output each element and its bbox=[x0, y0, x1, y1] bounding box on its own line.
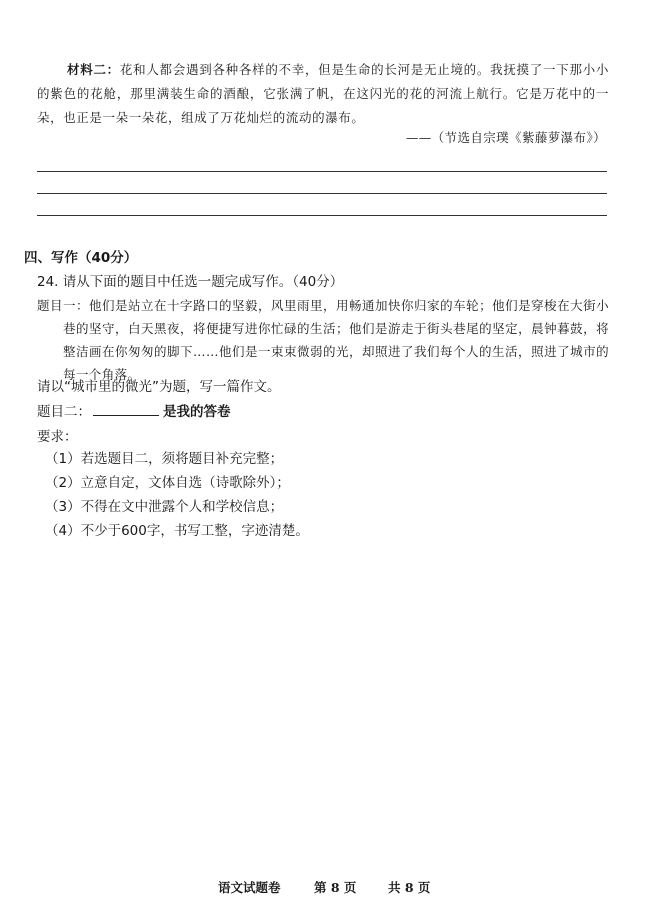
answer-line bbox=[37, 193, 607, 194]
topic-two-label: 题目二： bbox=[37, 404, 91, 420]
material-two-label: 材料二： bbox=[67, 62, 120, 77]
section-four-title: 四、写作（40分） bbox=[24, 250, 138, 266]
material-two-paragraph bbox=[37, 58, 609, 130]
material-two-text: 花和人都会遇到各种各样的不幸，但是生命的长河是无止境的。我抚摸了一下那小小的紫色的花舱，那里满装生命的酒酿，它张满了帆，在这闪光的花的河流上航行。它是万花中的一朵，也正是一朵一朵花，组成了万花灿烂的流动的瀑布。 bbox=[37, 62, 609, 125]
requirement-item: （1）若选题目二，须将题目补充完整； bbox=[45, 451, 284, 467]
requirement-item: （4）不少于600字，书写工整，字迹清楚。 bbox=[45, 523, 309, 539]
requirements-label: 要求： bbox=[37, 429, 78, 445]
answer-line bbox=[37, 215, 607, 216]
footer-page-number: 第 8 页 bbox=[314, 880, 357, 895]
material-two-source: ——（节选自宗璞《紫藤萝瀑布》） bbox=[405, 130, 606, 145]
requirement-item: （3）不得在文中泄露个人和学校信息； bbox=[45, 499, 284, 515]
topic-one-prompt: 请以“城市里的微光”为题，写一篇作文。 bbox=[37, 379, 281, 395]
requirement-item: （2）立意自定，文体自选（诗歌除外）； bbox=[45, 475, 290, 491]
topic-one-text: 题目一：他们是站立在十字路口的坚毅，风里雨里，用畅通加快你归家的车轮；他们是穿梭在大街小巷的坚守，白天黑夜，将便捷写进你忙碌的生活；他们是游走于街头巷尾的坚定，晨钟暮鼓，将整洁画在你匆匆的脚下……他们是一束束微弱的光，却照进了我们每个人的生活，照进了城市的每一个角落。 bbox=[37, 298, 609, 382]
footer-subject: 语文试题卷 bbox=[218, 880, 281, 895]
topic-two-suffix: 是我的答卷 bbox=[163, 404, 231, 420]
topic-two-blank bbox=[93, 403, 159, 416]
answer-line bbox=[37, 171, 607, 172]
footer-total-pages: 共 8 页 bbox=[388, 880, 431, 895]
topic-two-line bbox=[37, 400, 231, 420]
question-24: 24. 请从下面的题目中任选一题完成写作。（40分） bbox=[37, 274, 344, 290]
